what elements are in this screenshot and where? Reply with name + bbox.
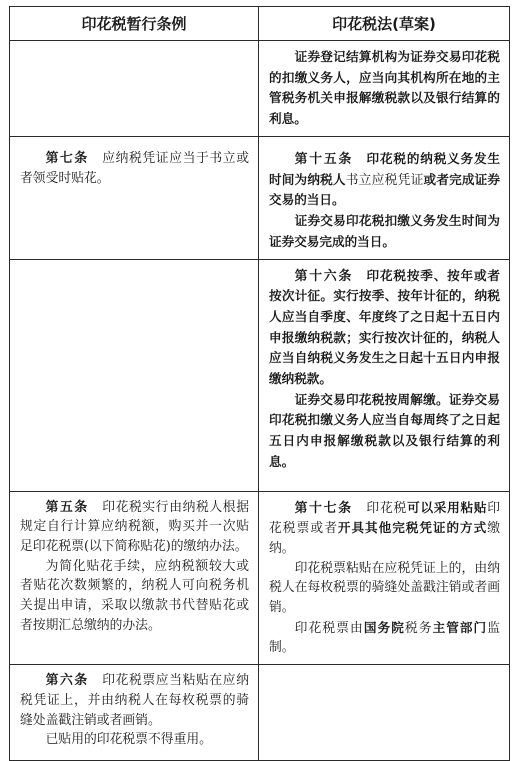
body-text: 印花税 (352, 500, 408, 516)
emphasized-text: 可以采用粘贴 (407, 499, 488, 515)
paragraph (269, 149, 500, 211)
cell-right (259, 491, 510, 665)
body-text: 印花税票由 (294, 620, 364, 636)
cell-right (259, 41, 510, 137)
table-row (10, 137, 510, 260)
paragraph (269, 618, 500, 658)
cell-left (10, 665, 259, 761)
cell-left (10, 41, 259, 137)
emphasized-text: 主管部门 (432, 619, 488, 635)
paragraph (269, 211, 500, 252)
cell-left (10, 137, 259, 260)
emphasized-text: 印花税的纳税义务发生时间为纳税人 (269, 151, 501, 187)
paragraph (20, 671, 249, 730)
emphasized-text: 印花税按季、按年或者按次计征。实行按季、按年计征的，纳税人应当自季度、年度终了之日起十五日内申报缴纳税款；实行按次计征的，纳税人应当自纳税义务发生之日起十五日内申报缴纳税款。 (269, 267, 501, 387)
body-text: 缴纳。 (269, 521, 501, 556)
body-text: 证 (410, 172, 424, 188)
article-number: 第五条 (45, 499, 89, 515)
cell-left (10, 491, 259, 665)
emphasized-text: 国务院 (363, 619, 405, 635)
body-text: 为简化贴花手续，应纳税额较大或者贴花次数频繁的，纳税人可向税务机关提出申请，采取以缴款书代替贴花或者按期汇总缴纳的办法。 (20, 558, 249, 633)
cell-left (10, 259, 259, 491)
emphasized-text: 证券登记结算机构为证券交易印花税的扣缴义务人，应当向其机构所在地的主管税务机关申报解缴税款以及银行结算的利息。 (269, 49, 500, 127)
emphasized-text: 证券交易印花税扣缴义务发生时间为证券交易完成的当日。 (269, 213, 500, 249)
emphasized-text: 或者完成证券交易的当日。 (269, 171, 501, 208)
paragraph (20, 149, 249, 188)
cell-right (259, 137, 510, 260)
paragraph (269, 47, 500, 130)
body-text: 印花税票应当粘贴在应纳税凭证上，并由纳税人在每枚税票的骑缝处盖戳注销或者画销。 (20, 673, 250, 728)
paragraph (269, 559, 500, 618)
body-text: 印花税实行由纳税人根据规定自行计算应纳税额，购买并一次贴足印花税票(以下简称贴花)的缴纳办法。 (20, 499, 250, 554)
body-text: 监制。 (269, 620, 500, 656)
article-number: 第十六条 (294, 268, 354, 284)
article-number: 第十七条 (294, 500, 353, 516)
paragraph (20, 730, 249, 750)
article-number: 第七条 (45, 151, 89, 166)
body-text: 税务 (404, 620, 433, 636)
paragraph (20, 557, 249, 636)
emphasized-text: 开具其他完税凭证的方式 (337, 520, 488, 536)
article-number: 第十五条 (294, 152, 354, 167)
cell-right (259, 665, 510, 761)
body-text: 印花税票粘贴在应税凭证上的，由纳税人在每枚税票的骑缝处盖戳注销或者画销。 (269, 560, 500, 616)
cell-right (259, 259, 510, 491)
paragraph (269, 266, 500, 390)
header-right: 印花税法(草案) (259, 7, 510, 41)
body-text: 印花税票或者 (269, 500, 501, 537)
comparison-table (9, 6, 510, 761)
table-row (10, 41, 510, 137)
paragraph (20, 498, 249, 557)
emphasized-text: 证券交易印花税按周解缴。证券交易印花税扣缴义务人应当自每周终了之日起五日内申报解缴税款以及银行结算的利息。 (269, 391, 500, 469)
table-row (10, 665, 510, 761)
paragraph (269, 498, 500, 559)
header-left: 印花税暂行条例 (10, 7, 259, 41)
body-text: 已贴用的印花税票不得重用。 (45, 732, 212, 748)
table-row (10, 491, 510, 665)
header-row (10, 7, 510, 41)
table-row (10, 259, 510, 491)
paragraph (269, 390, 500, 473)
body-text: 应纳税凭证应当于书立或者领受时贴花。 (20, 151, 250, 186)
body-text: 书立应税凭 (345, 172, 411, 188)
article-number: 第六条 (45, 673, 89, 689)
